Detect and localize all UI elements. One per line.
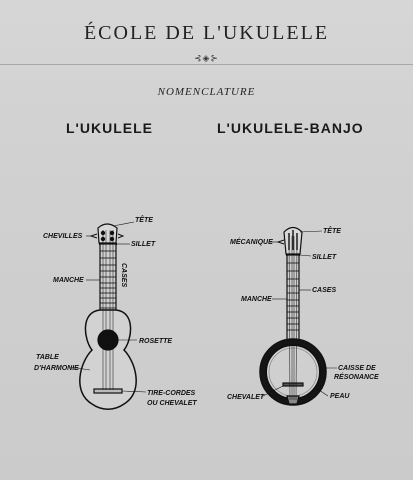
ukulele-neck (100, 244, 116, 312)
label-manche-banjo: MANCHE (241, 296, 272, 303)
label-resonance: RÉSONANCE (334, 374, 379, 381)
label-peau: PEAU (330, 393, 350, 400)
label-cases-ukulele: CASES (120, 263, 127, 288)
ukulele-drawing (80, 224, 136, 409)
page-title: ÉCOLE DE L'UKULELE (83, 22, 330, 44)
label-rosette: ROSETTE (139, 338, 173, 345)
label-mecanique: MÉCANIQUE (230, 239, 273, 246)
ukulele-bridge (94, 389, 122, 393)
label-manche-ukulele: MANCHE (53, 277, 84, 284)
banjo-neck (287, 255, 299, 340)
label-tete-ukulele: TÊTE (135, 217, 153, 224)
banjo-bridge (283, 383, 303, 386)
label-cases-banjo: CASES (312, 287, 337, 294)
banjo-skin (266, 345, 320, 399)
label-table: TABLE (36, 354, 59, 361)
ukulele-body (80, 310, 136, 409)
label-tire-cordes: TIRE-CORDES (147, 390, 196, 397)
ukulele-rosette (98, 330, 118, 350)
label-chevilles: CHEVILLES (43, 233, 83, 240)
ukulele-head (98, 224, 117, 243)
label-sillet-ukulele: SILLET (131, 241, 156, 248)
label-sillet-banjo: SILLET (312, 254, 337, 261)
label-tete-banjo: TÊTE (323, 228, 341, 235)
label-chevalet-banjo: CHEVALET (227, 394, 265, 401)
banjo-tailpiece (287, 396, 299, 404)
ukulele-heading: L'UKULELE (66, 120, 153, 136)
banjo-heading: L'UKULELE-BANJO (217, 120, 364, 136)
label-harmonie: D'HARMONIE (34, 365, 79, 372)
label-caisse: CAISSE DE (338, 365, 376, 372)
ornament-divider: ⊰◈⊱ (193, 53, 219, 63)
section-heading: NOMENCLATURE (157, 86, 256, 98)
label-chevalet-ukulele: OU CHEVALET (147, 400, 197, 407)
